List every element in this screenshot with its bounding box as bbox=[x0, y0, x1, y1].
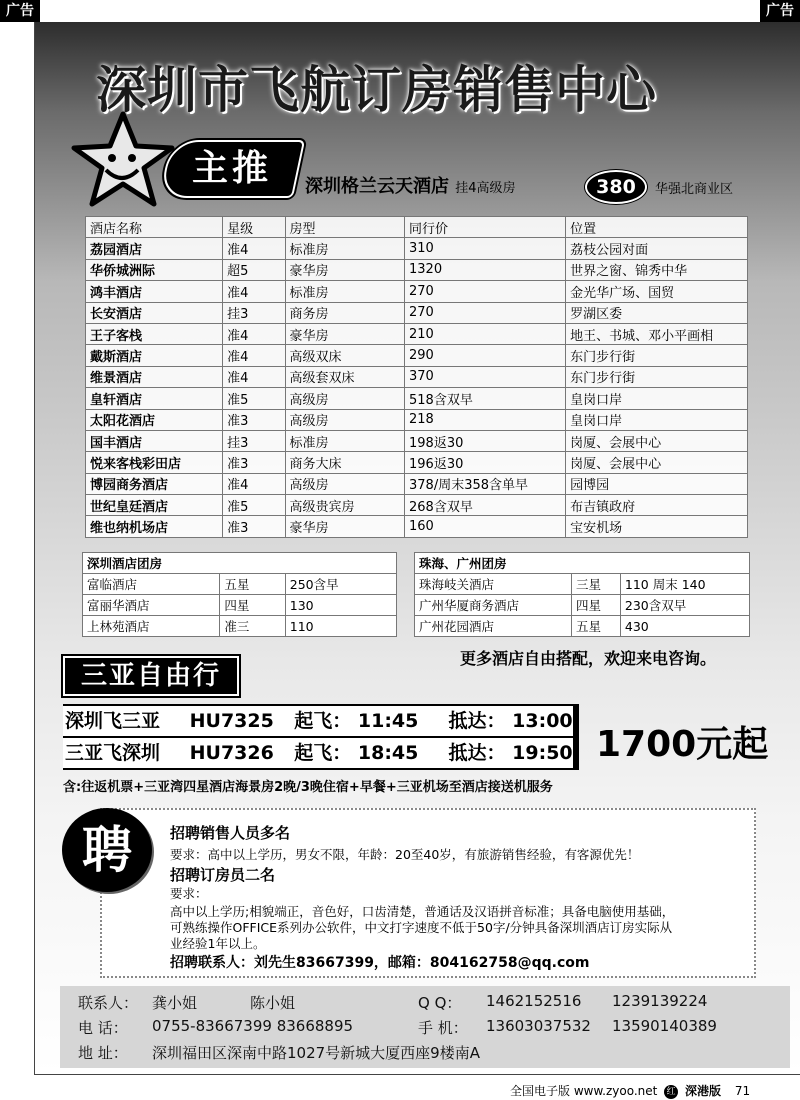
smiley-star-icon bbox=[68, 110, 178, 210]
table-cell: 准4 bbox=[223, 238, 285, 259]
job2-req-line: 业经验1年以上。 bbox=[170, 936, 266, 951]
table-cell: 高级贵宾房 bbox=[285, 495, 405, 516]
table-cell: 378/周末358含单早 bbox=[405, 473, 566, 494]
table-cell: 准4 bbox=[223, 473, 285, 494]
more-hotels-note: 更多酒店自由搭配，欢迎来电咨询。 bbox=[460, 649, 717, 668]
table-row bbox=[86, 238, 748, 259]
table-row bbox=[86, 473, 748, 494]
table-cell: 富丽华酒店 bbox=[83, 595, 220, 616]
mobile-label: 手 机： bbox=[418, 1019, 468, 1037]
table-header: 位置 bbox=[566, 217, 748, 238]
table-row bbox=[86, 516, 748, 537]
edition-logo-icon: 红 bbox=[664, 1085, 678, 1099]
table-row bbox=[86, 452, 748, 473]
arr-label: 抵达： bbox=[448, 710, 506, 732]
table-cell: 上林苑酒店 bbox=[83, 616, 220, 637]
job1-title: 招聘销售人员多名 bbox=[170, 824, 291, 842]
job2-req-line: 可熟练操作OFFICE系列办公软件，中文打字速度不低于50字/分钟具备深圳酒店订房实际从 bbox=[170, 920, 673, 935]
flight-route: 深圳飞三亚 bbox=[65, 710, 161, 732]
contact-person: 龚小姐 bbox=[152, 994, 198, 1012]
table-cell: 王子客栈 bbox=[86, 323, 223, 344]
contact-person: 陈小姐 bbox=[250, 994, 296, 1012]
table-cell: 皇岗口岸 bbox=[566, 388, 748, 409]
table-cell: 荔枝公园对面 bbox=[566, 238, 748, 259]
flight-route: 三亚飞深圳 bbox=[65, 742, 161, 764]
job2-req-line: 高中以上学历;相貌端正，音色好，口齿清楚，普通话及汉语拼音标准；具备电脑使用基础， bbox=[170, 904, 675, 919]
table-cell: 长安酒店 bbox=[86, 302, 223, 323]
table-cell: 准3 bbox=[223, 516, 285, 537]
hotel-table bbox=[85, 216, 748, 538]
table-cell: 230含双早 bbox=[620, 595, 749, 616]
table-cell: 戴斯酒店 bbox=[86, 345, 223, 366]
table-cell: 世界之窗、锦秀中华 bbox=[566, 259, 748, 280]
table-cell: 罗湖区委 bbox=[566, 302, 748, 323]
table-cell: 高级房 bbox=[285, 388, 405, 409]
contact-label: 联系人： bbox=[78, 994, 139, 1012]
flight-row bbox=[63, 736, 579, 770]
mobile-number: 13590140389 bbox=[612, 1017, 717, 1035]
dep-label: 起飞： bbox=[294, 742, 352, 764]
table-cell: 270 bbox=[405, 302, 566, 323]
zh-group-table bbox=[414, 552, 750, 637]
featured-hotel bbox=[305, 172, 516, 198]
table-cell: 挂3 bbox=[223, 430, 285, 451]
table-header: 酒店名称 bbox=[86, 217, 223, 238]
table-cell: 250含早 bbox=[285, 574, 396, 595]
mobile-number: 13603037532 bbox=[486, 1017, 591, 1035]
table-row bbox=[86, 345, 748, 366]
table-row bbox=[86, 259, 748, 280]
table-cell: 岗厦、会展中心 bbox=[566, 430, 748, 451]
table-cell: 荔园酒店 bbox=[86, 238, 223, 259]
table-cell: 皇轩酒店 bbox=[86, 388, 223, 409]
table-cell: 370 bbox=[405, 366, 566, 387]
table-cell: 博园商务酒店 bbox=[86, 473, 223, 494]
qq-label: Q Q： bbox=[418, 994, 462, 1012]
table-header-row bbox=[86, 217, 748, 238]
table-cell: 东门步行街 bbox=[566, 366, 748, 387]
qq-number: 1462152516 bbox=[486, 992, 582, 1010]
footer bbox=[510, 1082, 750, 1099]
table-cell: 广州花园酒店 bbox=[415, 616, 572, 637]
table-cell: 悦来客栈彩田店 bbox=[86, 452, 223, 473]
table-cell: 地王、书城、邓小平画相 bbox=[566, 323, 748, 344]
table-header: 房型 bbox=[285, 217, 405, 238]
table-row bbox=[415, 574, 750, 595]
table-cell: 园博园 bbox=[566, 473, 748, 494]
table-cell: 华侨城洲际 bbox=[86, 259, 223, 280]
job1-req: 要求：高中以上学历，男女不限，年龄：20至40岁，有旅游销售经验，有客源优先！ bbox=[170, 847, 640, 862]
table-cell: 鸿丰酒店 bbox=[86, 281, 223, 302]
arr-time: 13:00 bbox=[512, 710, 573, 732]
zh-group-title: 珠海、广州团房 bbox=[415, 553, 750, 574]
table-cell: 世纪皇廷酒店 bbox=[86, 495, 223, 516]
table-cell: 准三 bbox=[220, 616, 285, 637]
package-includes: 含:往返机票+三亚湾四星酒店海景房2晚/3晚住宿+早餐+三亚机场至酒店接送机服务 bbox=[63, 780, 553, 795]
featured-hotel-name: 深圳格兰云天酒店 bbox=[305, 176, 449, 197]
ad-tag-right: 广告 bbox=[760, 0, 800, 22]
table-cell: 国丰酒店 bbox=[86, 430, 223, 451]
table-cell: 商务大床 bbox=[285, 452, 405, 473]
table-cell: 东门步行街 bbox=[566, 345, 748, 366]
table-cell: 高级双床 bbox=[285, 345, 405, 366]
footer-site: 全国电子版 www.zyoo.net bbox=[510, 1084, 658, 1098]
table-cell: 218 bbox=[405, 409, 566, 430]
table-row bbox=[83, 616, 397, 637]
table-cell: 四星 bbox=[571, 595, 620, 616]
table-row bbox=[86, 281, 748, 302]
table-cell: 高级房 bbox=[285, 473, 405, 494]
package-price: 1700元起 bbox=[596, 724, 769, 765]
table-row bbox=[415, 616, 750, 637]
table-row bbox=[415, 595, 750, 616]
table-cell: 430 bbox=[620, 616, 749, 637]
job2-req-label: 要求： bbox=[170, 886, 208, 901]
table-row bbox=[86, 302, 748, 323]
table-cell: 准4 bbox=[223, 323, 285, 344]
page-title: 深圳市飞航订房销售中心 bbox=[96, 60, 657, 119]
table-cell: 准3 bbox=[223, 452, 285, 473]
arr-label: 抵达： bbox=[448, 742, 506, 764]
ad-tag-left: 广告 bbox=[0, 0, 40, 22]
table-cell: 广州华厦商务酒店 bbox=[415, 595, 572, 616]
table-cell: 198返30 bbox=[405, 430, 566, 451]
table-cell: 110 周末 140 bbox=[620, 574, 749, 595]
featured-area: 华强北商业区 bbox=[655, 182, 734, 197]
hotel-table-body bbox=[86, 238, 748, 537]
sz-group-title: 深圳酒店团房 bbox=[83, 553, 397, 574]
table-cell: 高级房 bbox=[285, 409, 405, 430]
table-cell: 270 bbox=[405, 281, 566, 302]
table-cell: 挂3 bbox=[223, 302, 285, 323]
table-cell: 皇岗口岸 bbox=[566, 409, 748, 430]
table-cell: 五星 bbox=[220, 574, 285, 595]
table-cell: 196返30 bbox=[405, 452, 566, 473]
sanya-banner: 三亚自由行 bbox=[63, 656, 239, 696]
table-cell: 310 bbox=[405, 238, 566, 259]
table-row bbox=[86, 495, 748, 516]
dep-label: 起飞： bbox=[294, 710, 352, 732]
table-cell: 标准房 bbox=[285, 281, 405, 302]
table-cell: 110 bbox=[285, 616, 396, 637]
table-cell: 160 bbox=[405, 516, 566, 537]
flight-number: HU7326 bbox=[189, 742, 274, 764]
table-cell: 维景酒店 bbox=[86, 366, 223, 387]
dep-time: 18:45 bbox=[357, 742, 419, 764]
table-cell: 准5 bbox=[223, 495, 285, 516]
table-cell: 太阳花酒店 bbox=[86, 409, 223, 430]
table-row bbox=[86, 323, 748, 344]
table-cell: 商务房 bbox=[285, 302, 405, 323]
table-cell: 268含双早 bbox=[405, 495, 566, 516]
table-row bbox=[86, 409, 748, 430]
table-cell: 标准房 bbox=[285, 430, 405, 451]
table-cell: 宝安机场 bbox=[566, 516, 748, 537]
table-cell: 1320 bbox=[405, 259, 566, 280]
table-cell: 岗厦、会展中心 bbox=[566, 452, 748, 473]
table-row bbox=[86, 430, 748, 451]
sz-group-table bbox=[82, 552, 397, 637]
table-header: 同行价 bbox=[405, 217, 566, 238]
dep-time: 11:45 bbox=[357, 710, 419, 732]
table-cell: 准4 bbox=[223, 345, 285, 366]
table-cell: 高级套双床 bbox=[285, 366, 405, 387]
table-cell: 四星 bbox=[220, 595, 285, 616]
table-cell: 珠海岐关酒店 bbox=[415, 574, 572, 595]
featured-price: 380 bbox=[585, 170, 647, 204]
table-row bbox=[83, 574, 397, 595]
table-cell: 准5 bbox=[223, 388, 285, 409]
table-row bbox=[86, 366, 748, 387]
featured-room: 挂4高级房 bbox=[455, 181, 516, 196]
table-row bbox=[86, 388, 748, 409]
address: 深圳福田区深南中路1027号新城大厦西座9楼南A bbox=[152, 1044, 480, 1062]
table-cell: 三星 bbox=[571, 574, 620, 595]
recruit-icon: 聘 bbox=[62, 808, 152, 892]
tel-label: 电 话： bbox=[78, 1019, 128, 1037]
addr-label: 地 址： bbox=[78, 1044, 128, 1062]
table-cell: 布吉镇政府 bbox=[566, 495, 748, 516]
table-cell: 290 bbox=[405, 345, 566, 366]
table-cell: 金光华广场、国贸 bbox=[566, 281, 748, 302]
table-cell: 准3 bbox=[223, 409, 285, 430]
arr-time: 19:50 bbox=[512, 742, 573, 764]
qq-number: 1239139224 bbox=[612, 992, 708, 1010]
table-cell: 标准房 bbox=[285, 238, 405, 259]
table-row bbox=[83, 595, 397, 616]
table-cell: 210 bbox=[405, 323, 566, 344]
table-cell: 超5 bbox=[223, 259, 285, 280]
table-cell: 维也纳机场店 bbox=[86, 516, 223, 537]
flight-number: HU7325 bbox=[189, 710, 274, 732]
footer-edition: 深港版 bbox=[685, 1084, 722, 1098]
table-cell: 豪华房 bbox=[285, 259, 405, 280]
table-cell: 准4 bbox=[223, 281, 285, 302]
table-cell: 富临酒店 bbox=[83, 574, 220, 595]
table-cell: 130 bbox=[285, 595, 396, 616]
flight-row bbox=[63, 704, 579, 738]
table-cell: 准4 bbox=[223, 366, 285, 387]
table-cell: 518含双早 bbox=[405, 388, 566, 409]
recruit-contact: 招聘联系人：刘先生83667399，邮箱：804162758@qq.com bbox=[170, 955, 590, 971]
table-cell: 豪华房 bbox=[285, 516, 405, 537]
table-cell: 豪华房 bbox=[285, 323, 405, 344]
page-number: 71 bbox=[734, 1084, 751, 1098]
featured-badge: 主推 bbox=[159, 140, 305, 198]
table-cell: 五星 bbox=[571, 616, 620, 637]
tel-number: 0755-83667399 83668895 bbox=[152, 1017, 354, 1035]
job2-title: 招聘订房员二名 bbox=[170, 866, 276, 884]
table-header: 星级 bbox=[223, 217, 285, 238]
